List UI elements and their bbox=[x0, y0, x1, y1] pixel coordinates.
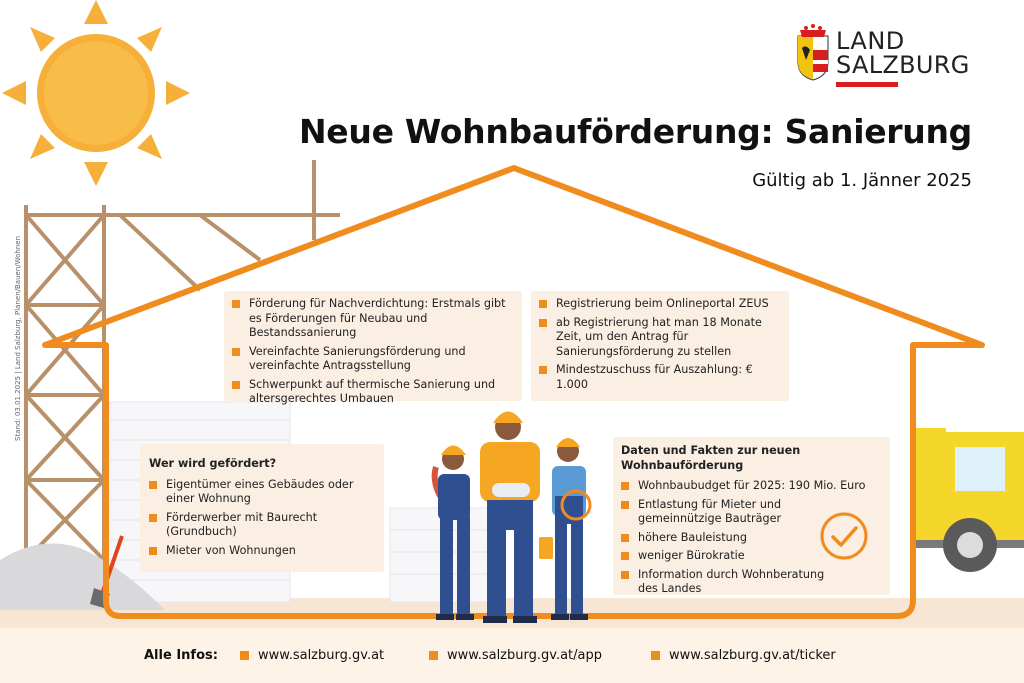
page-subtitle: Gültig ab 1. Jänner 2025 bbox=[752, 170, 972, 191]
footer-link-main[interactable]: www.salzburg.gv.at bbox=[240, 648, 384, 663]
footer-link-app[interactable]: www.salzburg.gv.at/app bbox=[429, 648, 602, 663]
side-note: Stand: 03.01.2025 | Land Salzburg, Planen/Bauen/Wohnen bbox=[14, 235, 22, 441]
list-item: Eigentümer eines Gebäudes oder einer Wohnung bbox=[149, 478, 375, 507]
sun-icon bbox=[2, 0, 190, 186]
card-registration bbox=[531, 291, 789, 401]
list-item: ab Registrierung hat man 18 Monate Zeit, um den Antrag für Sanierungsförderung zu stellen bbox=[539, 316, 781, 360]
footer-label: Alle Infos: bbox=[144, 648, 218, 663]
card-changes bbox=[224, 291, 522, 405]
page-title: Neue Wohnbauförderung: Sanierung bbox=[298, 112, 972, 151]
logo bbox=[836, 29, 970, 77]
footer bbox=[0, 628, 1024, 683]
list-item: Mindestzuschuss für Auszahlung: € 1.000 bbox=[539, 363, 781, 392]
list-item: Vereinfachte Sanierungsförderung und vereinfachte Antragsstellung bbox=[232, 345, 514, 374]
list-item: höhere Bauleistung bbox=[621, 531, 828, 546]
list-item: Information durch Wohnberatung des Landes bbox=[621, 568, 828, 597]
list-item: Mieter von Wohnungen bbox=[149, 544, 375, 559]
check-circle-icon bbox=[819, 511, 869, 561]
footer-link-ticker[interactable]: www.salzburg.gv.at/ticker bbox=[651, 648, 836, 663]
workers-illustration bbox=[435, 412, 590, 624]
truck-icon bbox=[916, 428, 1024, 572]
coat-of-arms-icon bbox=[798, 24, 828, 80]
logo-underline bbox=[836, 82, 898, 87]
card-who bbox=[140, 444, 384, 572]
card-heading: Daten und Fakten zur neuen Wohnbauförderung bbox=[621, 444, 801, 472]
logo-line2: SALZBURG bbox=[836, 51, 970, 79]
list-item: Wohnbaubudget für 2025: 190 Mio. Euro bbox=[621, 479, 873, 494]
logo-line1: LAND bbox=[836, 27, 905, 55]
list-item: Registrierung beim Onlineportal ZEUS bbox=[539, 297, 781, 312]
list-item: Förderung für Nachverdichtung: Erstmals gibt es Förderungen für Neubau und Bestandssanierung bbox=[232, 297, 514, 341]
list-item: Entlastung für Mieter und gemeinnützige Bauträger bbox=[621, 498, 828, 527]
list-item: Schwerpunkt auf thermische Sanierung und altersgerechtes Umbauen bbox=[232, 378, 514, 407]
card-heading: Wer wird gefördert? bbox=[149, 457, 277, 470]
list-item: weniger Bürokratie bbox=[621, 549, 828, 564]
list-item: Förderwerber mit Baurecht (Grundbuch) bbox=[149, 511, 375, 540]
